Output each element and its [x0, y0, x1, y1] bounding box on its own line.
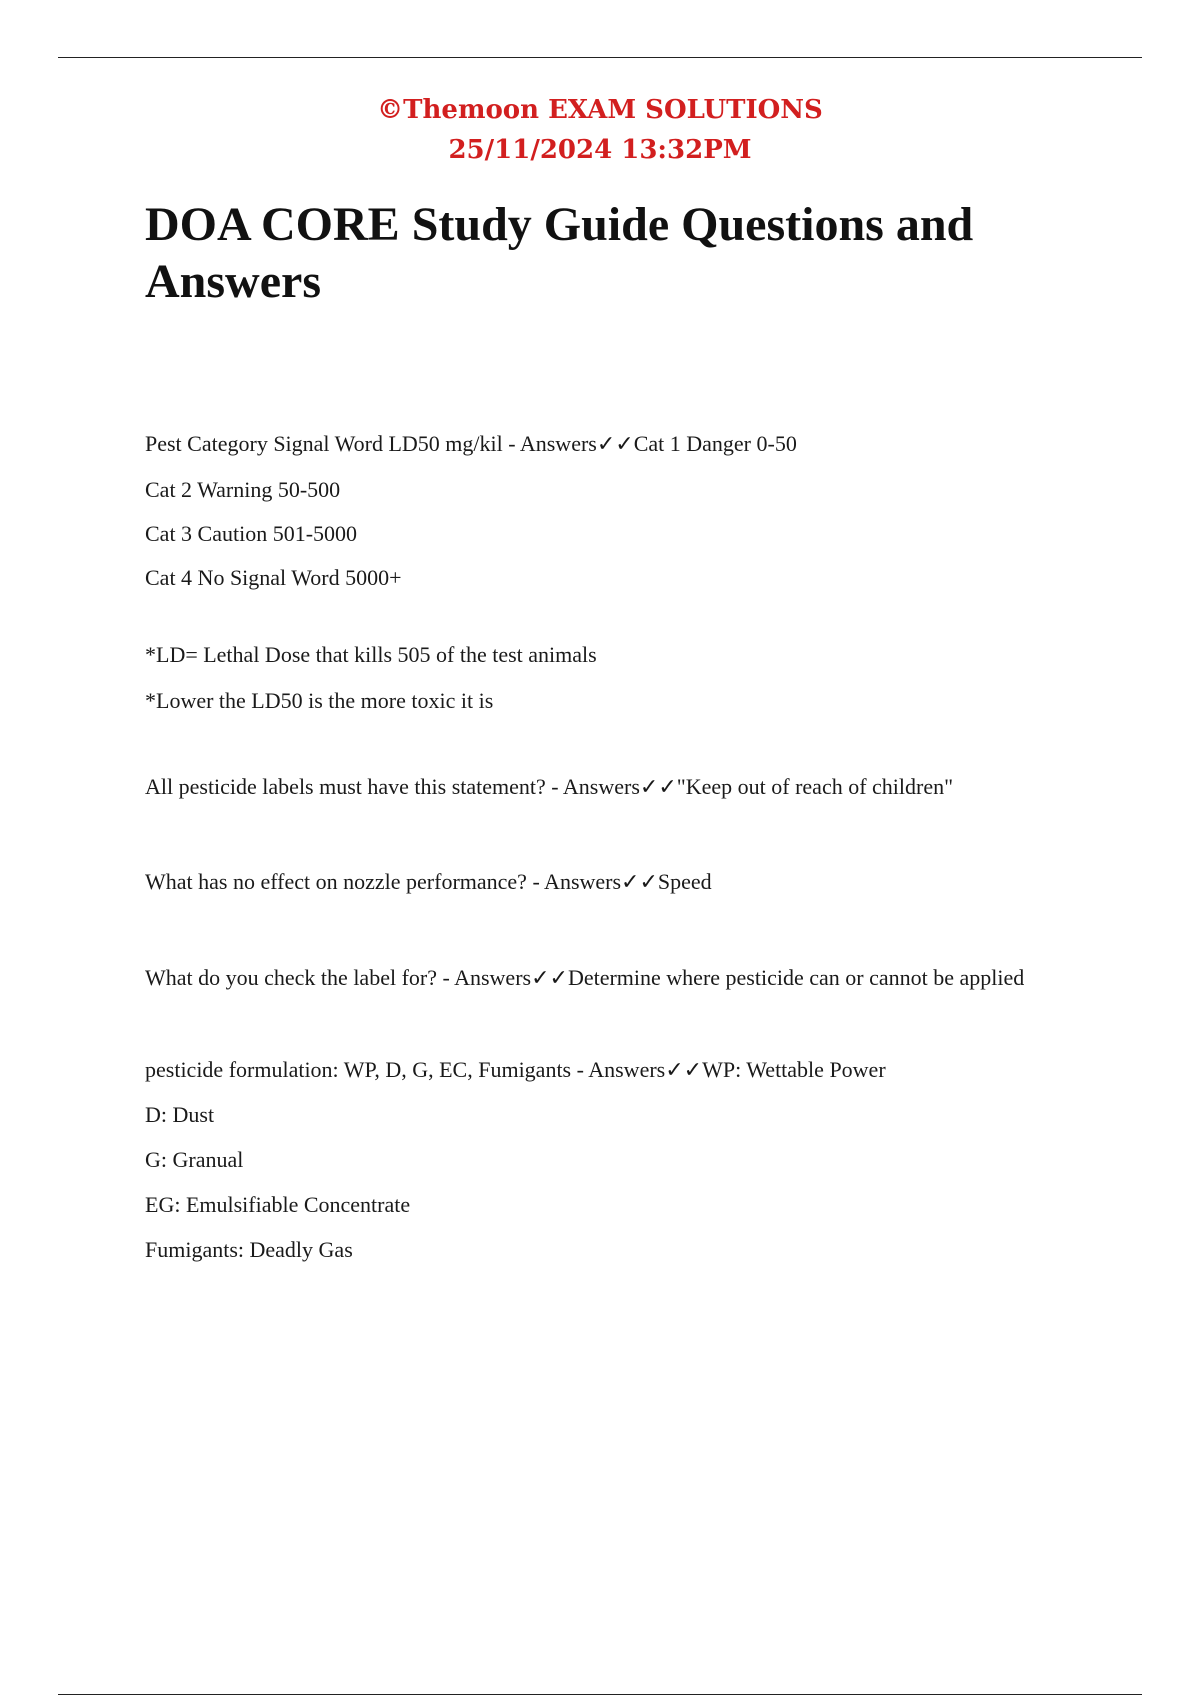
bottom-rule [58, 1694, 1142, 1695]
qa-answer-line: EG: Emulsifiable Concentrate [145, 1192, 411, 1217]
qa-block-label-statement [145, 771, 1045, 803]
qa-answer-line: D: Dust [145, 1102, 215, 1127]
qa-answer-line: Fumigants: Deadly Gas [145, 1237, 353, 1262]
top-rule [58, 57, 1142, 58]
qa-block-formulation [145, 1054, 1045, 1266]
qa-note-line: *Lower the LD50 is the more toxic it is [145, 688, 494, 713]
qa-block-label-check [145, 962, 1045, 994]
qa-answer-line: G: Granual [145, 1147, 244, 1172]
qa-question-line: What has no effect on nozzle performance? - Answers✓✓Speed [145, 869, 712, 894]
qa-answer-line: Cat 2 Warning 50-500 [145, 477, 341, 502]
document-body [145, 428, 1045, 1266]
qa-question-line: All pesticide labels must have this statement? - Answers✓✓"Keep out of reach of children" [145, 774, 954, 799]
qa-question-line: What do you check the label for? - Answers✓✓Determine where pesticide can or cannot be applied [145, 965, 1025, 990]
qa-block-nozzle [145, 866, 1045, 898]
qa-question-line: Pest Category Signal Word LD50 mg/kil - Answers✓✓Cat 1 Danger 0-50 [145, 431, 797, 456]
document-title: DOA CORE Study Guide Questions and Answers [145, 198, 974, 308]
qa-answer-line: Cat 3 Caution 501-5000 [145, 521, 358, 546]
watermark-line-1: ©Themoon EXAM SOLUTIONS [377, 95, 823, 125]
qa-block-signal-words [145, 428, 1045, 717]
watermark-line-2: 25/11/2024 13:32PM [448, 135, 752, 165]
qa-question-line: pesticide formulation: WP, D, G, EC, Fumigants - Answers✓✓WP: Wettable Power [145, 1057, 886, 1082]
qa-answer-line: Cat 4 No Signal Word 5000+ [145, 565, 402, 590]
qa-note-line: *LD= Lethal Dose that kills 505 of the test animals [145, 642, 597, 667]
